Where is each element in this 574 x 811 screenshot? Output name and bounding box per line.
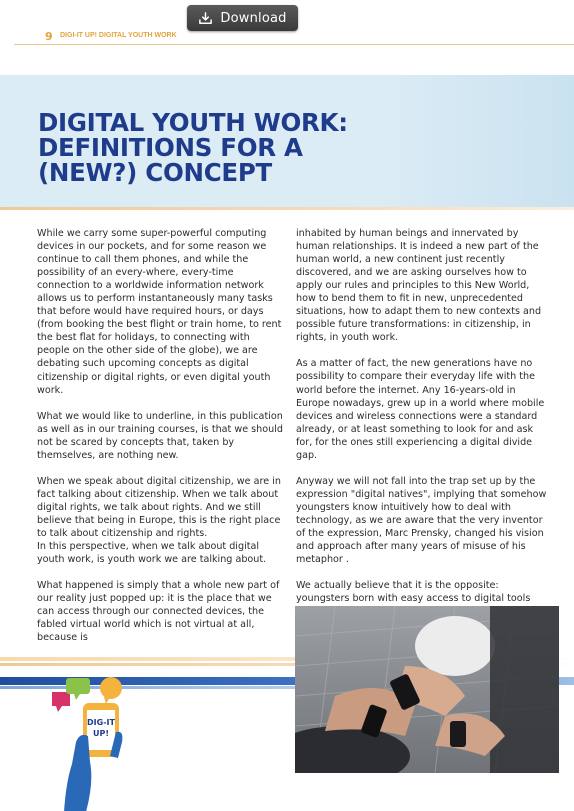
running-title: DIGI-IT UP! DIGITAL YOUTH WORK bbox=[60, 32, 177, 39]
download-button[interactable] bbox=[187, 5, 298, 31]
paragraph: In this perspective, when we talk about digital youth work, is youth work we are talking about. bbox=[37, 541, 267, 566]
title-line-1: DIGITAL YOUTH WORK: bbox=[38, 108, 348, 137]
dig-it-up-logo bbox=[46, 672, 146, 811]
page-title bbox=[38, 110, 518, 185]
title-line-2: DEFINITIONS FOR A bbox=[38, 133, 303, 162]
paragraph: What we would like to underline, in this publication as well as in our training courses, is that we should not be scared by concepts that, taken by themselves, are nothing new. bbox=[37, 410, 283, 461]
download-label: Download bbox=[220, 10, 287, 26]
paragraph: inhabited by human beings and innervated by human relationships. It is indeed a new part of the human world, a new continent just recently discovered, and we are asking ourselves how to apply our rules and principles to this New World, how to bend them to fit in new, unprecedented situations, how to adapt them to new contexts and possible future transformations: in citizenship, in rights, in youth work. bbox=[296, 228, 542, 344]
body-column-right bbox=[296, 227, 548, 618]
body-column-left bbox=[37, 227, 283, 657]
paragraph: As a matter of fact, the new generations have no possibility to compare their everyday life with the world before the internet. Any 16-years-old in Europe nowadays, grew up in a world where mobile devices and wireless connections were a standard already, or at least something to look for and ask for, for the ones still experiencing a digital divide gap. bbox=[296, 358, 545, 461]
logo-line-2: UP! bbox=[92, 729, 110, 738]
title-line-3: (NEW?) CONCEPT bbox=[38, 158, 272, 187]
download-tray-icon bbox=[198, 11, 213, 26]
paragraph: We actually believe that it is the opposite: youngsters born with easy access to digital tools bbox=[296, 580, 531, 605]
paragraph: Anyway we will not fall into the trap set up by the expression "digital natives", implying that somehow youngsters know intuitively how to deal with technology, as we are aware that the very inventor of the expression, Marc Prensky, changed his vision and approach after many years of misuse of his metaphor . bbox=[296, 475, 547, 566]
page-number: 9 bbox=[45, 30, 53, 43]
paragraph: When we speak about digital citizenship, we are in fact talking about citizenship. When we talk about digital rights, we talk about rights. And we still believe that being in Europe, this is the right place to talk about citizenship and rights. bbox=[37, 475, 281, 539]
photo-youth-with-phones bbox=[295, 606, 559, 773]
logo-line-1: DIG-IT bbox=[87, 718, 115, 727]
header-rule bbox=[14, 44, 574, 45]
paragraph: While we carry some super-powerful computing devices in our pockets, and for some reason we continue to call them phones, and while the possibility of an every-where, every-time connection to a worldwide information network allows us to perform instantaneously many tasks that before would have required hours, or days (from booking the best flight or train home, to rent the best flat for holidays, to connecting with people on the other side of the globe), we are debating such upcoming concepts as digital citizenship or digital rights, or even digital youth work. bbox=[37, 228, 282, 396]
title-underline-rule bbox=[0, 207, 574, 210]
paragraph: What happened is simply that a whole new part of our reality just popped up: it is the place that we can access through our connected devices, the fabled virtual world which is not virtual at all, because is bbox=[37, 580, 280, 644]
